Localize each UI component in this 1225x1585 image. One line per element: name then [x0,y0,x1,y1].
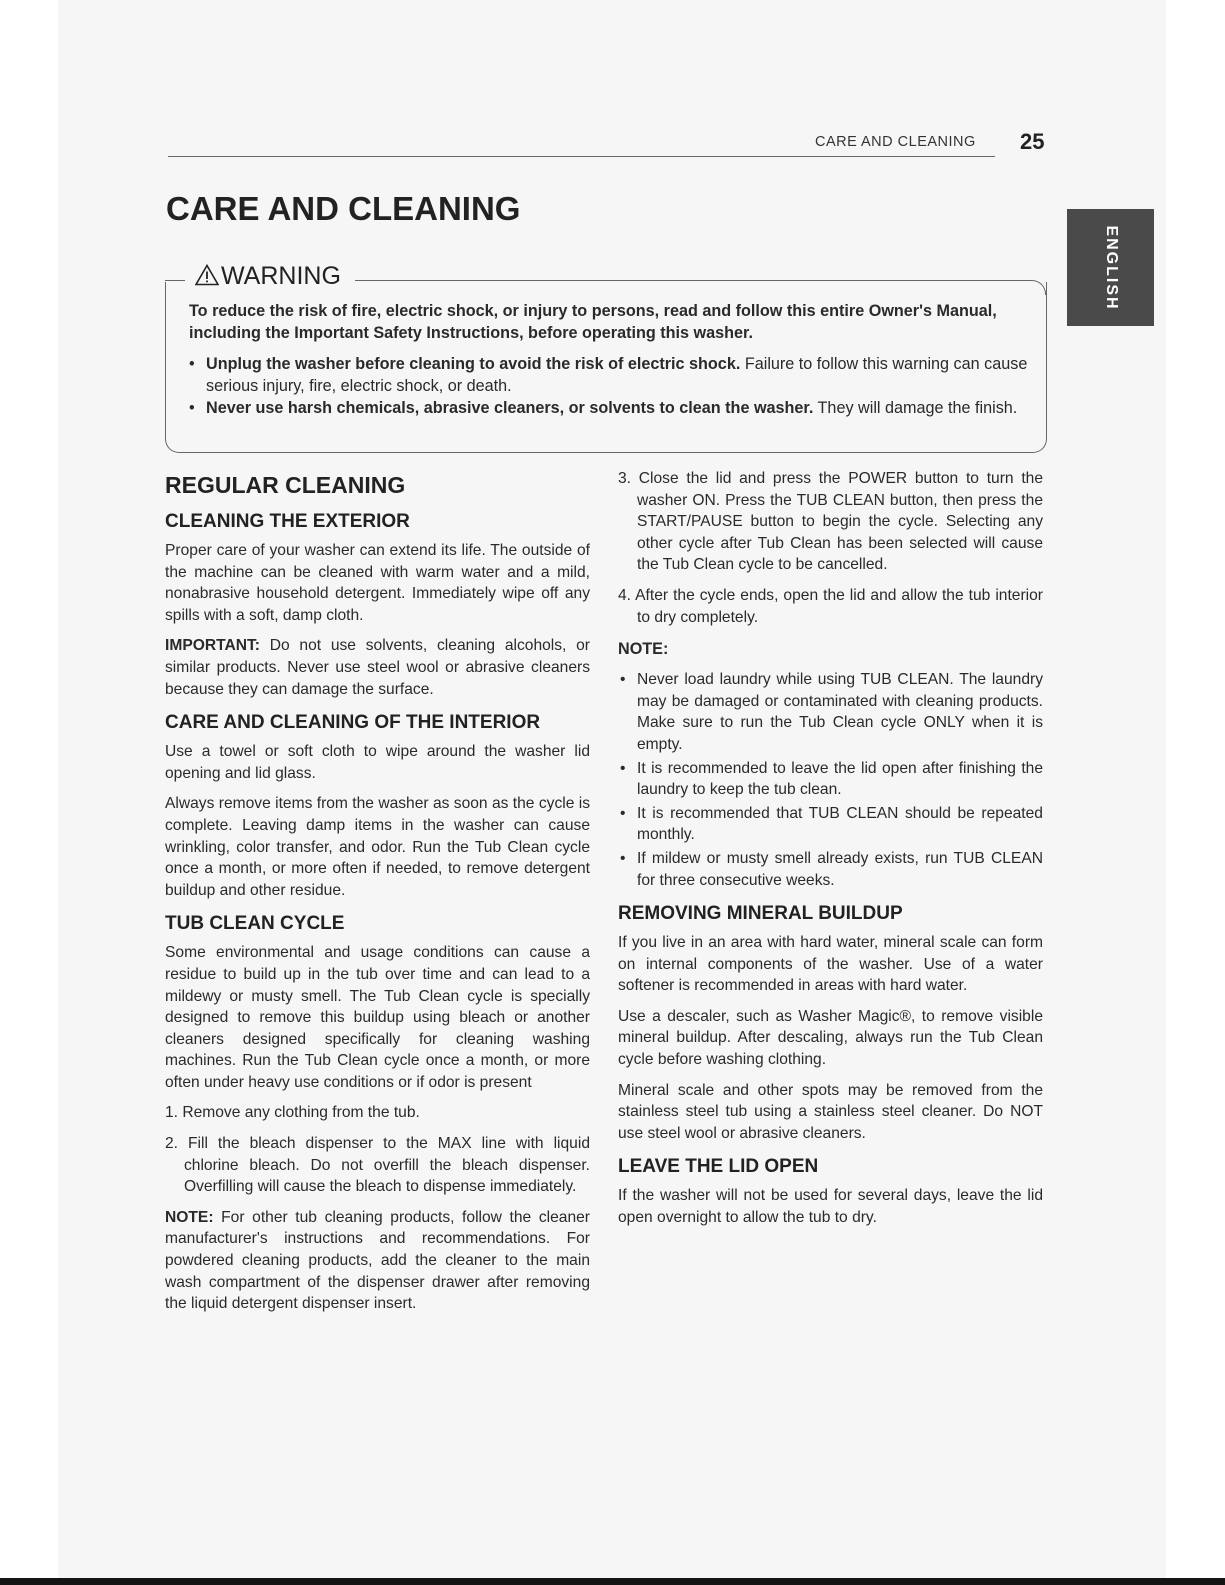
warning-bullet-bold: Never use harsh chemicals, abrasive cleaners, or solvents to clean the washer. [206,399,814,417]
paragraph-exterior: Proper care of your washer can extend its life. The outside of the machine can be cleaned with warm water and a mild, nonabrasive household detergent. Immediately wipe off any spills with a soft, damp cloth. [165,542,590,624]
warning-bullet [189,397,1034,419]
paragraph-mineral-3: Mineral scale and other spots may be removed from the stainless steel tub using a stainless steel cleaner. Do NOT use steel wool or abrasive cleaners. [618,1081,1043,1142]
subheading-cleaning-exterior: CLEANING THE EXTERIOR [165,511,410,532]
paragraph-lid: If the washer will not be used for several days, leave the lid open overnight to allow the tub to dry. [618,1187,1043,1227]
tub-clean-steps [165,1102,590,1197]
page-number: 25 [1020,129,1045,154]
paragraph-tub-clean: Some environmental and usage conditions can cause a residue to build up in the tub over time and can lead to a mildewy or musty smell. The Tub Clean cycle is specially designed to remove this buildup using bleach or another cleaners designed specifically for cleaning washing machines. Run the Tub Clean cycle once a month, or more often under heavy use conditions or if odor is present [165,944,590,1091]
note-heading: NOTE: [618,640,669,659]
bullet-dot: • [189,355,195,373]
note-item: • If mildew or musty smell already exists, run TUB CLEAN for three consecutive weeks. [618,848,1043,891]
step-item: 4. After the cycle ends, open the lid and allow the tub interior to dry completely. [618,586,1043,626]
paragraph-mineral-1: If you live in an area with hard water, mineral scale can form on internal components of the washer. Use of a water softener is recommended in areas with hard water. [618,934,1043,995]
subheading-leave-lid-open: LEAVE THE LID OPEN [618,1156,819,1178]
warning-bullet-text: Failure to follow this warning can cause serious injury, fire, electric shock, or death. [206,355,1028,395]
language-tab-label: ENGLISH [1102,224,1120,311]
warning-bullet [189,353,1034,397]
warning-bullet-text: They will damage the finish. [813,399,1018,417]
language-tab [1067,209,1154,326]
bottom-border [0,1578,1225,1585]
step-item: 1. Remove any clothing from the tub. [165,1104,420,1122]
step-item: 2. Fill the bleach dispenser to the MAX line with liquid chlorine bleach. Do not overfill the bleach dispenser. Overfilling will cause the bleach to dispense immediately. [165,1135,590,1196]
note-list [618,669,1043,891]
paragraph-interior-2: Always remove items from the washer as soon as the cycle is complete. Leaving damp items in the washer can cause wrinkling, color transfer, and odor. Run the Tub Clean cycle once a month, or more often if needed, to remove detergent buildup and other residue. [165,795,590,899]
subheading-care-interior: CARE AND CLEANING OF THE INTERIOR [165,712,541,734]
step-item: 3. Close the lid and press the POWER button to turn the washer ON. Press the TUB CLEAN button, then press the START/PAUSE button to begin the cycle. Selecting any other cycle after Tub Clean has been selected will cause the Tub Clean cycle to be cancelled. [618,470,1043,574]
right-column [618,468,1043,1238]
paragraph-note [165,1207,590,1315]
note-item: • Never load laundry while using TUB CLEAN. The laundry may be damaged or contaminated with cleaning products. Make sure to run the Tub Clean cycle ONLY when it is empty. [618,669,1043,755]
page-title: CARE AND CLEANING [166,190,521,227]
important-label: IMPORTANT: [165,637,260,655]
warning-title [195,262,341,291]
note-item: • It is recommended that TUB CLEAN should be repeated monthly. [618,803,1043,846]
section-heading-regular-cleaning: REGULAR CLEANING [165,472,406,498]
running-head: CARE AND CLEANING [815,134,976,150]
paragraph-important [165,635,590,700]
subheading-mineral-buildup: REMOVING MINERAL BUILDUP [618,903,903,925]
note-label: NOTE: [165,1208,214,1226]
warning-triangle-icon [195,264,219,286]
paragraph-interior-1: Use a towel or soft cloth to wipe around the washer lid opening and lid glass. [165,743,590,782]
tub-clean-steps-continued [618,468,1043,628]
warning-intro: To reduce the risk of fire, electric shock, or injury to persons, read and follow this entire Owner's Manual, including the Important Safety Instructions, before operating this washer. [189,302,997,342]
warning-bullet-bold: Unplug the washer before cleaning to avoid the risk of electric shock. [206,355,741,373]
bullet-dot: • [189,399,195,417]
paragraph-mineral-2: Use a descaler, such as Washer Magic®, to remove visible mineral buildup. After descaling, always run the Tub Clean cycle before washing clothing. [618,1007,1043,1069]
subheading-tub-clean-cycle: TUB CLEAN CYCLE [165,913,345,935]
left-column [165,468,590,1324]
note-item: • It is recommended to leave the lid open after finishing the laundry to keep the tub clean. [618,758,1043,801]
important-text: Do not use solvents, cleaning alcohols, or similar products. Never use steel wool or abrasive cleaners because they can damage the surface. [165,637,590,698]
header-rule [168,156,995,157]
warning-title-text: WARNING [221,262,341,290]
note-text: For other tub cleaning products, follow the cleaner manufacturer's instructions and recommendations. For powdered cleaning products, add the cleaner to the main wash compartment of the dispenser drawer after removing the liquid detergent dispenser insert. [165,1208,590,1313]
